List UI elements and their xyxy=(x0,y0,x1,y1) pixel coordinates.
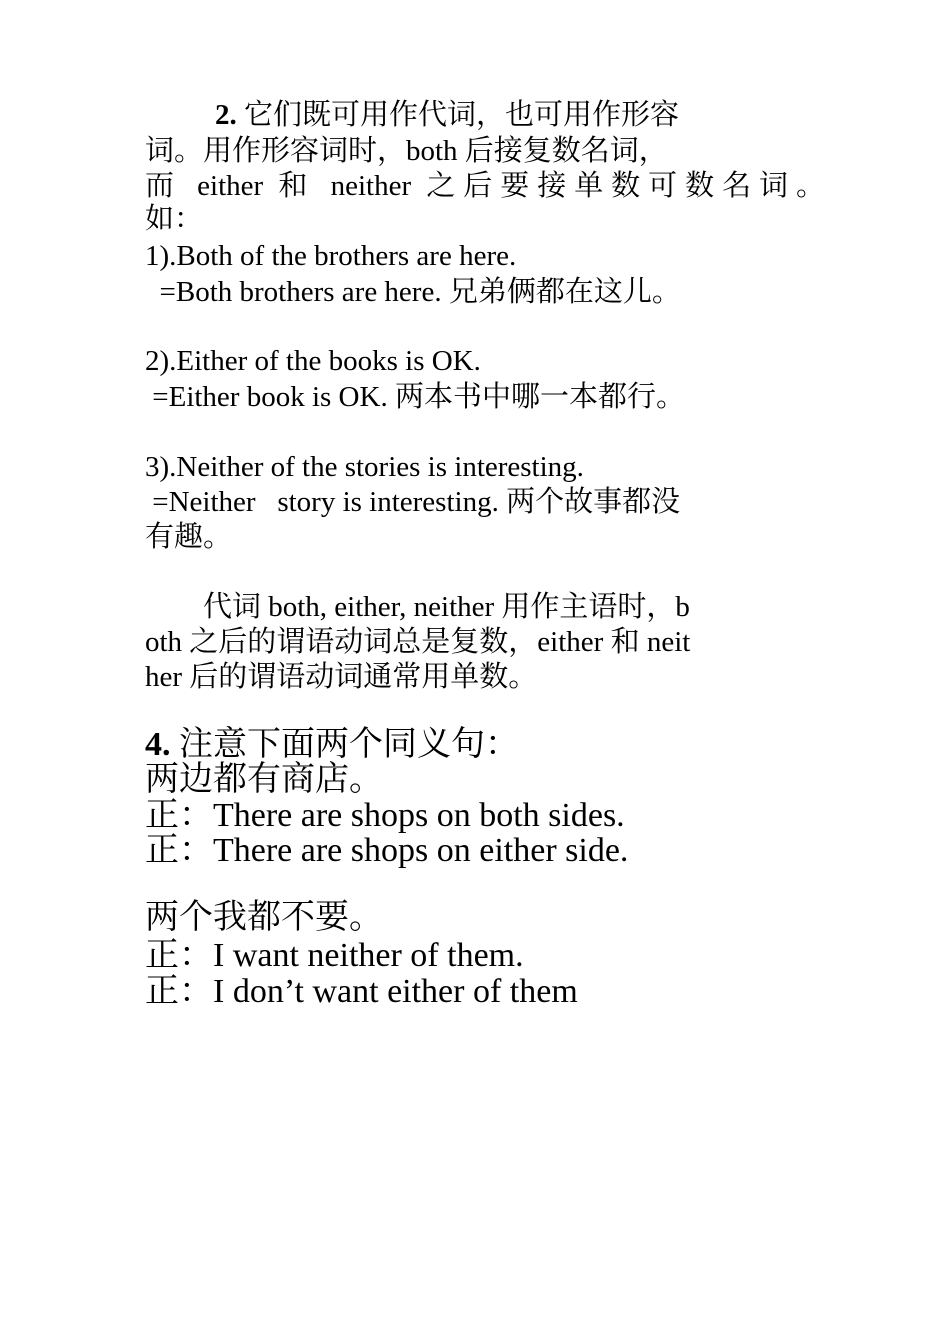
group-2-chinese: 两个我都不要。 xyxy=(145,899,383,936)
example-2-line-2: =Either book is OK. 两本书中哪一本都行。 xyxy=(145,381,685,413)
section-2-intro-line-1: 它们既可用作代词，也可用作形容 xyxy=(244,99,680,131)
note-line-2: oth 之后的谓语动词总是复数，either 和 neit xyxy=(145,626,691,658)
group-2-correct-1: 正：I want neither of them. xyxy=(145,937,524,974)
section-4-heading-line xyxy=(145,727,519,763)
example-3-line-1: 3).Neither of the stories is interesting. xyxy=(145,451,584,483)
example-2-line-1: 2).Either of the books is OK. xyxy=(145,345,481,377)
group-1-correct-2: 正：There are shops on either side. xyxy=(145,832,629,869)
group-2-correct-2: 正：I don’t want either of them xyxy=(145,973,578,1010)
group-1-chinese: 两边都有商店。 xyxy=(145,761,383,798)
example-1-line-2: =Both brothers are here. 兄弟俩都在这儿。 xyxy=(145,276,681,308)
note-line-1: 代词 both, either, neither 用作主语时，b xyxy=(145,591,690,623)
section-4-number: 4. xyxy=(145,726,171,763)
section-2-intro-line-4: 如： xyxy=(145,203,204,235)
section-2-number: 2. xyxy=(215,99,237,131)
section-4-title: 注意下面两个同义句： xyxy=(170,726,519,763)
example-3-line-3: 有趣。 xyxy=(145,521,233,553)
note-line-3: her 后的谓语动词通常用单数。 xyxy=(145,661,538,693)
group-1-correct-1: 正：There are shops on both sides. xyxy=(145,797,625,834)
section-2-heading-line xyxy=(215,98,679,133)
section-2-intro-line-2: 词。用作形容词时，both 后接复数名词， xyxy=(145,135,668,167)
example-1-line-1: 1).Both of the brothers are here. xyxy=(145,240,517,272)
example-3-line-2: =Neither story is interesting. 两个故事都没 xyxy=(145,486,681,518)
section-2-intro-line-3: 而 either 和 neither 之后要接单数可数名词。 xyxy=(145,170,825,202)
